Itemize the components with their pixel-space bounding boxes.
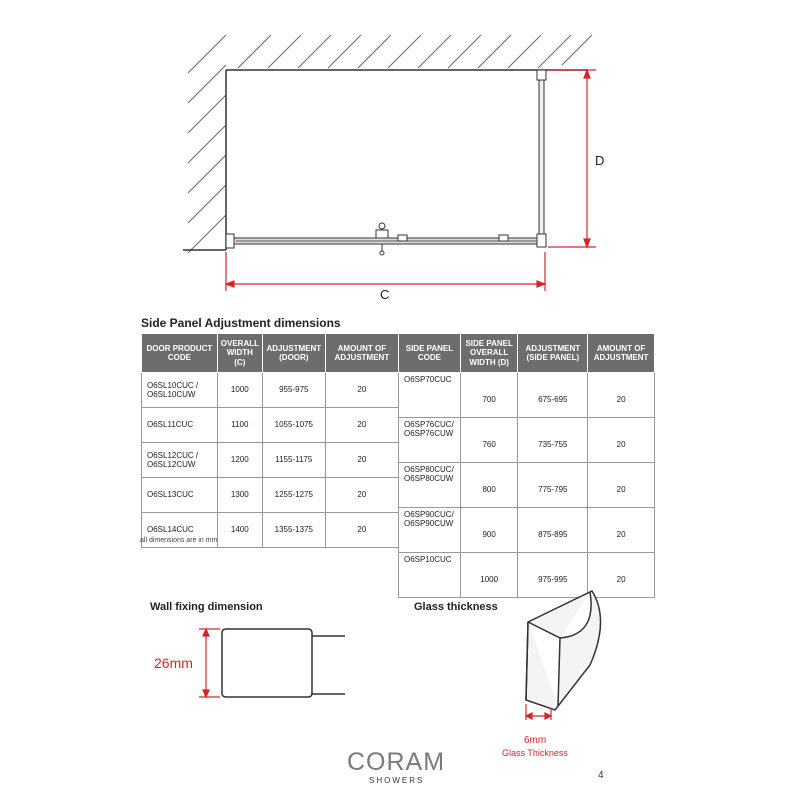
dimension-c-line — [226, 252, 545, 291]
column-header: ADJUSTMENT (DOOR) — [262, 334, 325, 373]
dimensions-note: all dimensions are in mm — [140, 537, 218, 544]
table-row — [399, 373, 655, 418]
side-panel-adjustment: 675-695 — [518, 373, 588, 418]
door-product-code: O6SL10CUC / O6SL10CUW — [142, 373, 218, 408]
column-header: SIDE PANEL CODE — [399, 334, 461, 373]
amount-of-adjustment: 20 — [588, 418, 655, 463]
dimension-d-line — [548, 70, 596, 247]
overall-width: 1400 — [217, 513, 262, 548]
column-header: OVERALL WIDTH (C) — [217, 334, 262, 373]
table-row — [399, 463, 655, 508]
door-adjustment: 1055-1075 — [262, 408, 325, 443]
wall-fixing-dimension: 26mm — [154, 655, 193, 671]
side-panel-width: 700 — [460, 373, 518, 418]
overall-width: 1200 — [217, 443, 262, 478]
glass-thickness-caption: Glass Thickness — [502, 748, 568, 758]
side-panel-bracket — [537, 70, 546, 80]
table-header-row — [142, 334, 399, 373]
corner-bracket — [537, 234, 546, 247]
wall-outline — [183, 70, 588, 250]
door-adjustment: 1155-1175 — [262, 443, 325, 478]
column-header: AMOUNT OF ADJUSTMENT — [588, 334, 655, 373]
side-panel-width: 1000 — [460, 553, 518, 598]
brand-logo: CORAM — [347, 748, 446, 776]
column-header: AMOUNT OF ADJUSTMENT — [325, 334, 398, 373]
side-panel-width: 760 — [460, 418, 518, 463]
glass-thickness-dimension: 6mm — [524, 735, 547, 746]
shower-plan-diagram — [0, 0, 800, 300]
side-panel-code: O6SP76CUC/ O6SP76CUW — [399, 418, 461, 463]
amount-of-adjustment: 20 — [325, 443, 398, 478]
side-panel-width: 800 — [460, 463, 518, 508]
amount-of-adjustment: 20 — [325, 408, 398, 443]
amount-of-adjustment: 20 — [325, 513, 398, 548]
dimension-c-label: C — [380, 287, 390, 302]
table-row — [142, 408, 399, 443]
page-number: 4 — [598, 770, 604, 781]
table-row — [142, 443, 399, 478]
side-panel-adjustment: 975-995 — [518, 553, 588, 598]
table-row — [142, 373, 399, 408]
column-header: SIDE PANEL OVERALL WIDTH (D) — [460, 334, 518, 373]
side-panel-width: 900 — [460, 508, 518, 553]
amount-of-adjustment: 20 — [588, 553, 655, 598]
amount-of-adjustment: 20 — [588, 508, 655, 553]
wall-fixing-dimension-line — [199, 629, 220, 697]
column-header: DOOR PRODUCT CODE — [142, 334, 218, 373]
wall-fixing-title: Wall fixing dimension — [150, 601, 263, 613]
amount-of-adjustment: 20 — [588, 373, 655, 418]
column-header: ADJUSTMENT (SIDE PANEL) — [518, 334, 588, 373]
side-panel-adjustment: 775-795 — [518, 463, 588, 508]
side-panel-code: O6SP70CUC — [399, 373, 461, 418]
glass-block — [526, 591, 601, 710]
side-panel-glass — [539, 72, 544, 240]
overall-width: 1300 — [217, 478, 262, 513]
door-product-code: O6SL12CUC / O6SL12CUW — [142, 443, 218, 478]
side-panel-code: O6SP10CUC — [399, 553, 461, 598]
door-roller-right — [499, 235, 508, 241]
table-row — [399, 418, 655, 463]
glass-thickness-title: Glass thickness — [414, 601, 498, 613]
door-adjustment: 1355-1375 — [262, 513, 325, 548]
door-product-code: O6SL13CUC — [142, 478, 218, 513]
door-product-code: O6SL11CUC — [142, 408, 218, 443]
overall-width: 1000 — [217, 373, 262, 408]
side-panel-adjustment: 875-895 — [518, 508, 588, 553]
wall-fixing-profile — [222, 629, 345, 697]
side-panel-code: O6SP80CUC/ O6SP80CUW — [399, 463, 461, 508]
wall-hatching — [188, 35, 592, 253]
door-adjustment: 1255-1275 — [262, 478, 325, 513]
dimension-d-label: D — [595, 153, 605, 168]
amount-of-adjustment: 20 — [325, 373, 398, 408]
door-product-code: O6SL14CUC — [142, 513, 218, 548]
left-wall-bracket — [226, 234, 234, 248]
table-title: Side Panel Adjustment dimensions — [141, 316, 341, 330]
amount-of-adjustment: 20 — [325, 478, 398, 513]
overall-width: 1100 — [217, 408, 262, 443]
side-panel-code: O6SP90CUC/ O6SP90CUW — [399, 508, 461, 553]
glass-thickness-diagram — [500, 580, 620, 740]
table-header-row — [399, 334, 655, 373]
side-panel-adjustment-table — [398, 333, 655, 598]
table-row — [142, 478, 399, 513]
door-adjustment-table — [141, 333, 399, 548]
side-panel-adjustment: 735-755 — [518, 418, 588, 463]
brand-tagline: SHOWERS — [369, 776, 425, 785]
door-roller-left — [398, 235, 407, 241]
table-row — [399, 508, 655, 553]
door-adjustment: 955-975 — [262, 373, 325, 408]
amount-of-adjustment: 20 — [588, 463, 655, 508]
